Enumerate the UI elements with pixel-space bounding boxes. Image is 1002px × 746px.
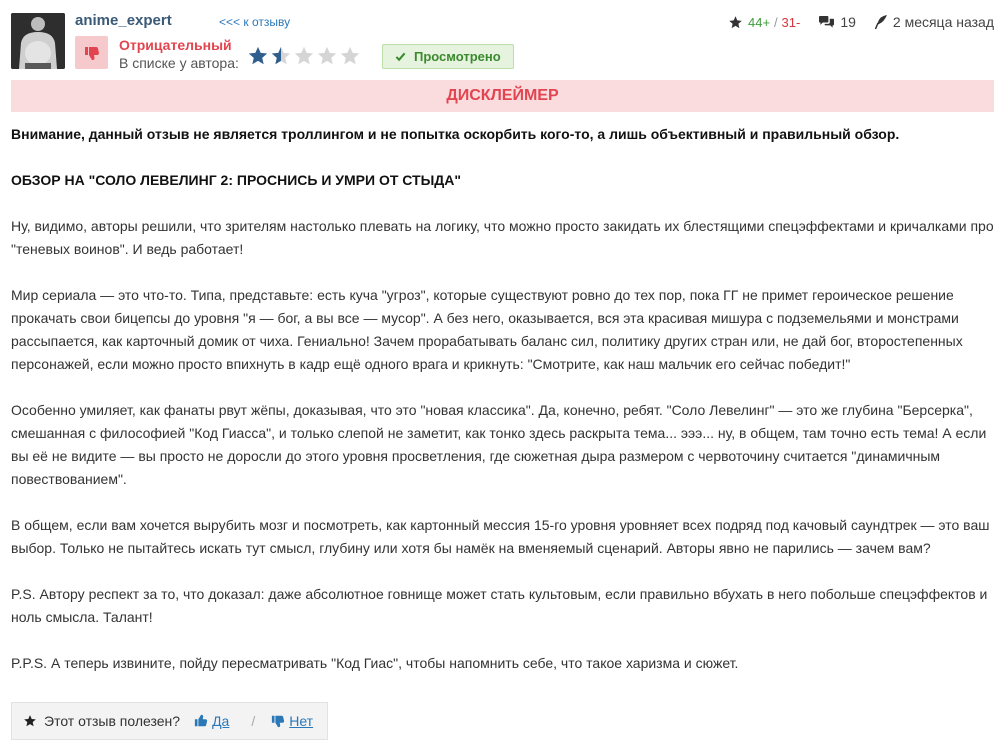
star-empty-icon-5 [339, 45, 361, 67]
votes-stat [728, 14, 800, 30]
votes-plus: 44+ [748, 15, 771, 30]
helpful-question: Этот отзыв полезен? [44, 713, 181, 729]
star-empty-icon-3 [293, 45, 315, 67]
votes-minus: 31- [781, 15, 801, 30]
check-icon [395, 51, 406, 62]
star-empty-icon-4 [316, 45, 338, 67]
comments-icon [818, 15, 835, 30]
comments-stat[interactable] [818, 14, 856, 30]
disclaimer-banner: ДИСКЛЕЙМЕР [11, 80, 994, 112]
time-stat [874, 14, 994, 30]
star-icon [23, 714, 37, 728]
author-name-link[interactable]: anime_expert [75, 12, 172, 29]
avatar[interactable] [11, 13, 65, 69]
feather-pen-icon [874, 14, 888, 30]
review-paragraph: В общем, если вам хочется вырубить мозг и посмотреть, как картонный мессия 15-го уровня уровняет всех подряд под качовый саундтрек — это ваш выбор. Только не пытайтесь искать тут смысл, глубину или хотя бы намёк на вменяемый сценарий. Авторы явно не парились — зачем вам? [11, 517, 990, 556]
vote-yes-label: Да [212, 713, 230, 729]
review-paragraph: P.S. Автору респект за то, что доказал: даже абсолютное говнище может стать культовым, если правильно вбухать в него побольше спецэффектов и ноль смысла. Талант! [11, 586, 988, 625]
votes-separator: / [774, 15, 778, 30]
comments-count: 19 [840, 14, 856, 30]
viewed-status-badge [382, 44, 514, 69]
author-list-label: В списке у автора: [119, 55, 239, 71]
rating-stars [247, 45, 361, 67]
vote-separator: / [251, 713, 256, 729]
review-paragraph: Особенно умиляет, как фанаты рвут жёпы, доказывая, что это "новая классика". Да, конечно, ребят. "Соло Левелинг" — это же глубина "Берсерка", смешанная с философией "Код Гиасса", и только слепой не заметит, как тонко здесь раскрыта тема... эээ... ну, в общем, там точно есть тема! А если вы её не видите — вы просто не доросли до этого уровня просветления, где сюжетная дыра размером с червоточину считается "динамичным повествованием". [11, 402, 987, 487]
review-paragraph-notice: Внимание, данный отзыв не является троллингом и не попытка оскорбить кого-то, а лишь объективный и правильный обзор. [11, 126, 900, 142]
thumbs-up-icon [194, 714, 208, 728]
star-half-icon-2 [270, 45, 292, 67]
review-stats [728, 14, 994, 30]
star-icon-1 [247, 45, 269, 67]
review-body [11, 123, 994, 698]
review-paragraph: Мир сериала — это что-то. Типа, представьте: есть куча "угроз", которые существуют ровно до тех пор, пока ГГ не примет героическое решение прокачать свои бицепсы до уровня "я — бог, а вы все — мусор". А без него, оказывается, вся эта красивая мишура с подземельями и монстрами рассыпается, как карточный домик от чиха. Гениально! Зачем прорабатывать баланс сил, политику других стран или, не дай бог, второстепенных персонажей, если можно просто впихнуть в кадр ещё одного врага и крикнуть: "Смотрите, как наш мальчик его сейчас победит!" [11, 287, 963, 372]
star-icon [728, 15, 743, 30]
thumbs-down-icon [271, 714, 285, 728]
review-heading: ОБЗОР НА "СОЛО ЛЕВЕЛИНГ 2: ПРОСНИСЬ И УМРИ ОТ СТЫДА" [11, 172, 462, 188]
viewed-label: Просмотрено [414, 49, 501, 64]
review-paragraph: Ну, видимо, авторы решили, что зрителям настолько плевать на логику, что можно просто закидать их блестящими спецэффектами и кричалками про "теневых воинов". И ведь работает! [11, 218, 994, 257]
review-paragraph: P.P.S. А теперь извините, пойду пересматривать "Код Гиас", чтобы напомнить себе, что такое харизма и сюжет. [11, 655, 739, 671]
thumbs-down-icon [84, 45, 100, 61]
helpful-bar [11, 702, 328, 740]
back-to-review-link[interactable]: <<< к отзыву [219, 15, 291, 29]
vote-yes-button[interactable] [194, 713, 229, 729]
vote-no-button[interactable] [271, 713, 313, 729]
time-ago: 2 месяца назад [892, 14, 994, 30]
verdict-label: Отрицательный [119, 37, 232, 53]
verdict-badge [75, 36, 108, 69]
vote-no-label: Нет [289, 713, 314, 729]
